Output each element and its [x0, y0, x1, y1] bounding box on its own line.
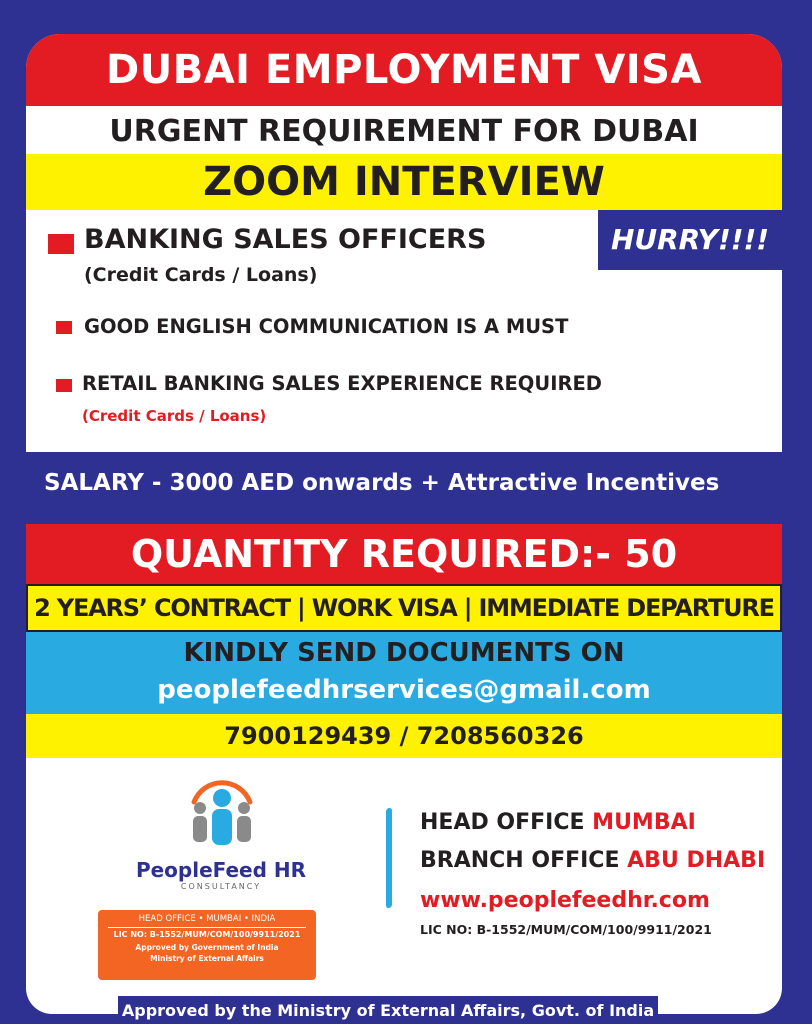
head-office-city: MUMBAI [592, 810, 696, 835]
badge-head-office: HEAD OFFICE • MUMBAI • INDIA [138, 914, 276, 924]
email-address[interactable]: peoplefeedhrservices@gmail.com [157, 675, 651, 705]
bullet-square-icon [56, 379, 72, 392]
position-title: BANKING SALES OFFICERS [84, 224, 487, 255]
badge-license: LIC NO: B-1552/MUM/COM/100/9911/2021 [108, 927, 306, 942]
quantity-banner: QUANTITY REQUIRED:- 50 [26, 524, 782, 584]
bottom-card [26, 758, 782, 1014]
license-number: LIC NO: B-1552/MUM/COM/100/9911/2021 [420, 922, 712, 937]
logo-subtitle: CONSULTANCY [180, 882, 262, 891]
head-office [420, 810, 696, 835]
approval-footer: Approved by the Ministry of External Affairs, Govt. of India [118, 996, 658, 1024]
requirement-english: GOOD ENGLISH COMMUNICATION IS A MUST [84, 315, 569, 338]
branch-office-label: BRANCH OFFICE [420, 848, 628, 873]
send-documents-banner [26, 632, 782, 714]
logo-wordmark [116, 858, 326, 882]
phone-numbers[interactable]: 7900129439 / 7208560326 [26, 714, 782, 758]
branch-office-city: ABU DHABI [627, 848, 766, 873]
bullet-square-icon [56, 321, 72, 334]
hurry-badge: HURRY!!!! [598, 210, 782, 270]
page-title: DUBAI EMPLOYMENT VISA [26, 34, 782, 106]
top-card [26, 34, 782, 452]
logo-name-part1: PeopleFeed [135, 858, 267, 882]
people-group-icon [176, 772, 268, 852]
logo-name-part2: HR [266, 858, 307, 882]
website-link[interactable]: www.peoplefeedhr.com [420, 888, 710, 913]
zoom-interview-banner: ZOOM INTERVIEW [26, 154, 782, 210]
salary-line: SALARY - 3000 AED onwards + Attractive Incentives [44, 470, 720, 496]
bullet-square-icon [48, 234, 74, 254]
head-office-label: HEAD OFFICE [420, 810, 593, 835]
branch-office [420, 848, 765, 873]
badge-approved: Approved by Government of India [135, 943, 279, 952]
position-subtitle: (Credit Cards / Loans) [84, 264, 318, 286]
contract-banner: 2 YEARS’ CONTRACT | WORK VISA | IMMEDIATE DEPARTURE [26, 584, 782, 632]
send-documents-label: KINDLY SEND DOCUMENTS ON [183, 638, 625, 668]
badge-ministry: Ministry of External Affairs [150, 954, 264, 963]
license-badge [98, 910, 316, 980]
requirement-experience-subtitle: (Credit Cards / Loans) [82, 407, 267, 425]
divider [386, 807, 392, 908]
urgent-heading: URGENT REQUIREMENT FOR DUBAI [109, 114, 699, 149]
requirement-experience: RETAIL BANKING SALES EXPERIENCE REQUIRED [82, 372, 602, 395]
